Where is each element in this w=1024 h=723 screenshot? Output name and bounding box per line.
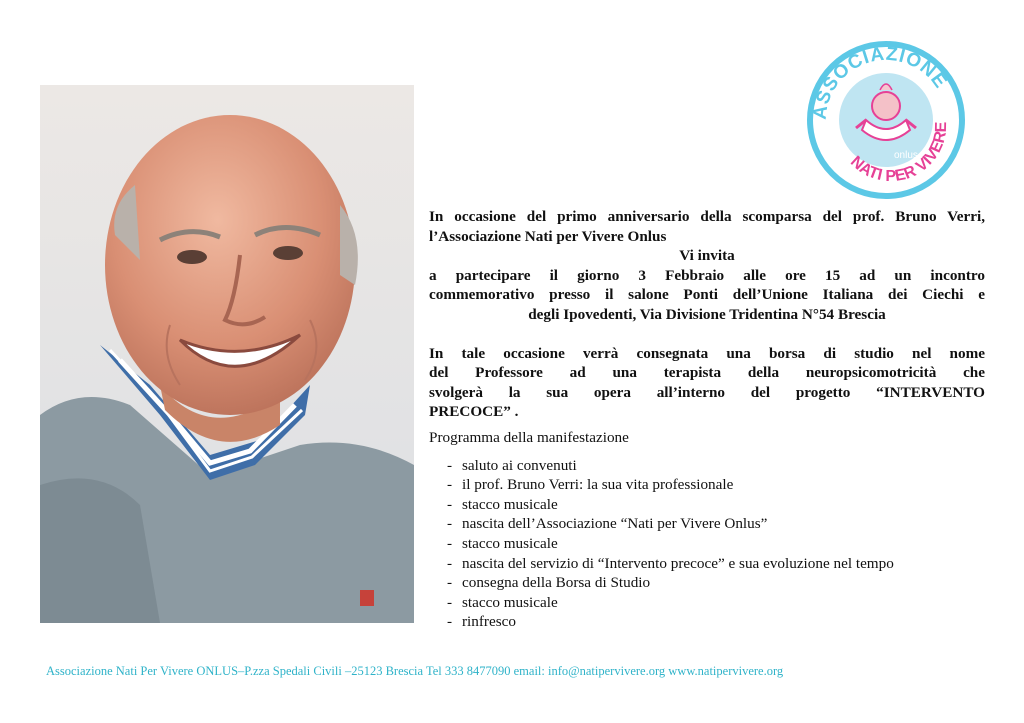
program-list (429, 456, 985, 632)
invitation-line-5: commemorativo presso il salone Ponti dell’Unione Italiana dei Ciechi e (429, 286, 985, 304)
scholarship-line-1: In tale occasione verrà consegnata una borsa di studio nel nome (429, 344, 985, 362)
portrait-photo (40, 85, 414, 623)
scholarship-line-4: PRECOCE” . (429, 403, 519, 421)
list-item: - rinfresco (447, 613, 516, 631)
list-item: - stacco musicale (447, 534, 558, 552)
logo-top-text: ASSOCIAZIONE (809, 43, 952, 121)
scholarship-line-2: del Professore ad una terapista della neuropsicomotricità che (429, 364, 985, 382)
footer-contact: Associazione Nati Per Vivere ONLUS–P.zza Spedali Civili –25123 Brescia Tel 333 8477090 email: info@natipervivere.org www.natipervivere.org (46, 664, 784, 678)
logo-bottom-text: NATI PER VIVERE (847, 121, 951, 186)
list-item: - consegna della Borsa di Studio (447, 574, 651, 592)
invitation-line-6: degli Ipovedenti, Via Divisione Tridentina N°54 Brescia (528, 305, 886, 323)
program-title: Programma della manifestazione (429, 428, 629, 446)
list-item: - nascita del servizio di “Intervento precoce” e sua evoluzione nel tempo (447, 554, 894, 572)
list-item: - stacco musicale (447, 593, 558, 611)
scholarship-line-3: svolgerà la sua opera all’interno del progetto “INTERVENTO (429, 383, 985, 401)
list-item: - nascita dell’Associazione “Nati per Vivere Onlus” (447, 515, 768, 533)
list-item: - saluto ai convenuti (447, 456, 577, 474)
invitation-line-2: l’Associazione Nati per Vivere Onlus (429, 227, 667, 245)
association-logo (806, 40, 966, 200)
list-item: - stacco musicale (447, 495, 558, 513)
invitation-line-1: In occasione del primo anniversario della scomparsa del prof. Bruno Verri, (429, 208, 985, 225)
invitation-text (429, 207, 985, 632)
list-item: - il prof. Bruno Verri: la sua vita professionale (447, 476, 734, 494)
logo-onlus-text: onlus (894, 150, 918, 161)
invitation-line-3: Vi invita (679, 247, 735, 265)
invitation-line-4: a partecipare il giorno 3 Febbraio alle ore 15 ad un incontro (429, 266, 985, 284)
